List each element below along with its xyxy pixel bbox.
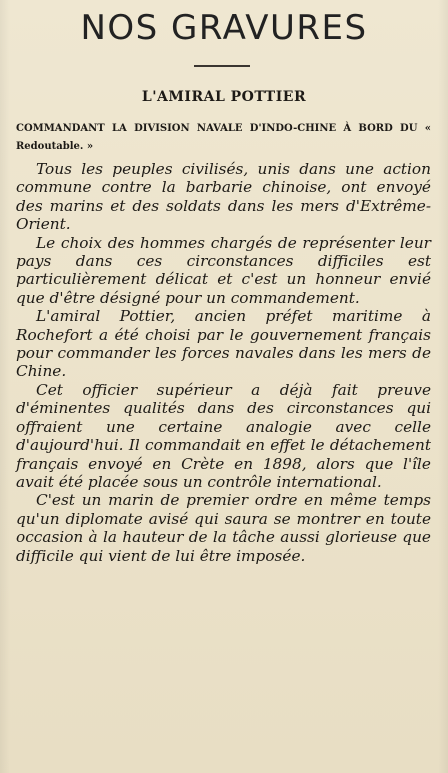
article-body [16,160,431,565]
paragraph: C'est un marin de premier ordre en même temps qu'un diplomate avisé qui saura se montrer en toute occasion à la hauteur de la tâche aussi glorieuse que difficile qui vient de lui être imposée. [16,491,431,565]
separator-rule [194,65,250,67]
paragraph: L'amiral Pottier, ancien préfet maritime à Rochefort a été choisi par le gouvernement français pour commander les forces navales dans les mers de Chine. [16,307,431,381]
paragraph: Tous les peuples civilisés, unis dans une action commune contre la barbarie chinoise, ont envoyé des marins et des soldats dans les mers d'Extrême-Orient. [16,160,431,234]
article-subtitle: COMMANDANT LA DIVISION NAVALE D'INDO-CHINE À BORD DU « Redoutable. » [16,123,431,152]
paragraph: Le choix des hommes chargés de représenter leur pays dans ces circonstances difficiles est particulièrement délicat et c'est un honneur envié que d'être désigné pour un commandement. [16,233,431,307]
article-title: L'AMIRAL POTTIER [141,89,307,105]
paragraph: Cet officier supérieur a déjà fait preuve d'éminentes qualités dans des circonstances qui offraient une certaine analogie avec celle d'aujourd'hui. Il commandait en effet le détachement français envoyé en Crète en 1898, alors que l'île avait été placée sous un contrôle international. [16,380,431,491]
section-heading: NOS GRAVURES [80,8,368,48]
